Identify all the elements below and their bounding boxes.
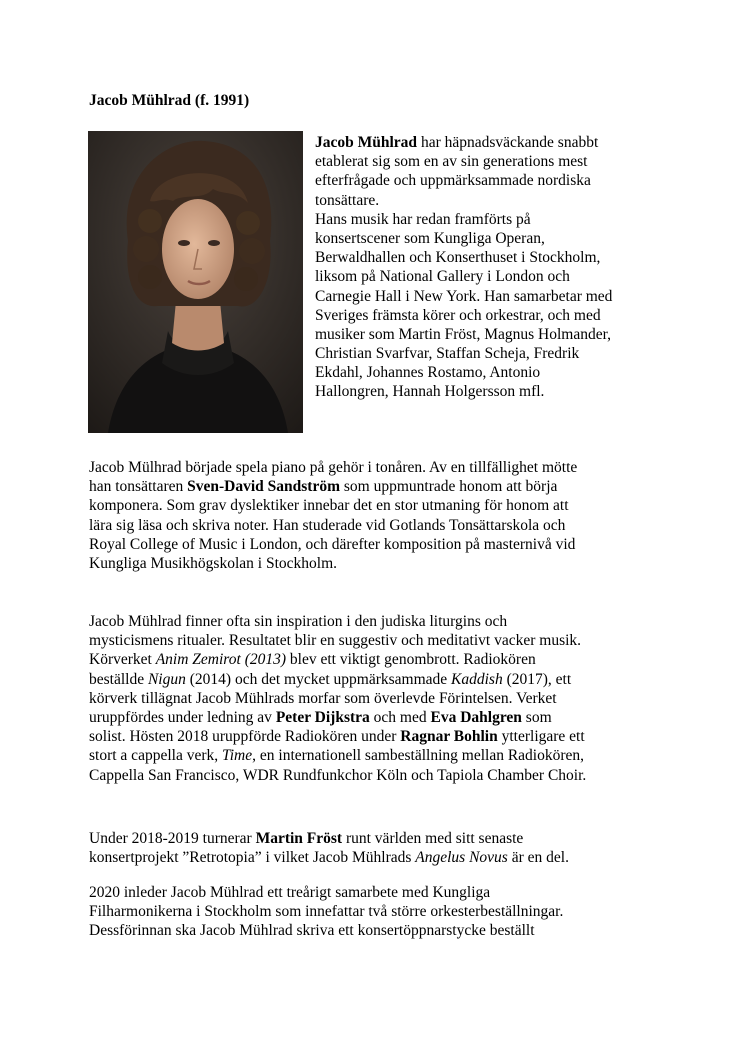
- italic-work-title: Angelus Novus: [415, 849, 508, 867]
- text-run: stort a cappella verk,: [89, 747, 222, 765]
- intro-text: [315, 133, 660, 402]
- text-run: solist. Hösten 2018 uruppförde Radiokören under: [89, 728, 401, 746]
- bold-name: Sven-David Sandström: [187, 478, 341, 496]
- paragraph-line: Dessförinnan ska Jacob Mühlrad skriva ett konsertöppnarstycke beställt: [89, 922, 535, 940]
- intro-line: Christian Svarfvar, Staffan Scheja, Fredrik: [315, 345, 580, 363]
- text-run: blev ett viktigt genombrott. Radiokören: [286, 651, 536, 669]
- intro-line: Ekdahl, Johannes Rostamo, Antonio: [315, 364, 541, 382]
- text-run: ytterligare ett: [497, 728, 585, 746]
- text-run: , en internationell sambeställning mellan Radiokören,: [252, 747, 585, 765]
- text-run: som: [521, 708, 552, 726]
- text-run: han tonsättaren: [89, 478, 188, 496]
- paragraph-line: Jacob Mülhrad började spela piano på gehör i tonåren. Av en tillfällighet mötte: [89, 459, 578, 476]
- paragraph-line: mysticismens ritualer. Resultatet blir en suggestiv och meditativt vacker musik.: [89, 632, 582, 650]
- bold-name: Ragnar Bohlin: [400, 728, 498, 746]
- paragraph-line: Kungliga Musikhögskolan i Stockholm.: [89, 554, 337, 572]
- paragraph-line: [89, 829, 669, 848]
- paragraph-line: [89, 670, 669, 689]
- intro-line: efterfrågade och uppmärksammade nordiska: [315, 172, 591, 190]
- paragraph-line: Cappella San Francisco, WDR Rundfunkchor Köln och Tapiola Chamber Choir.: [89, 766, 587, 784]
- text-run: (2014) och det mycket uppmärksammade: [185, 670, 452, 688]
- composer-name: Jacob Mühlrad: [315, 134, 418, 151]
- page-title: Jacob Mühlrad (f. 1991): [89, 92, 250, 109]
- intro-line: Hans musik har redan framförts på: [315, 210, 531, 228]
- intro-line: konsertscener som Kungliga Operan,: [315, 229, 545, 247]
- bold-name: Peter Dijkstra: [275, 708, 370, 726]
- intro-line: etablerat sig som en av sin generations mest: [315, 153, 588, 171]
- italic-work-title: Nigun: [147, 670, 186, 688]
- text-run: Under 2018-2019 turnerar: [89, 830, 256, 847]
- italic-work-title: Kaddish: [451, 670, 503, 688]
- paragraph-line: Filharmonikerna i Stockholm som innefattar två större orkesterbeställningar.: [89, 903, 564, 921]
- text-run: Körverket: [89, 651, 156, 669]
- intro-line: musiker som Martin Fröst, Magnus Holmander,: [315, 325, 612, 343]
- paragraph-tour: [89, 829, 669, 867]
- text-run: uruppfördes under ledning av: [89, 708, 276, 726]
- text-run: som uppmuntrade honom att börja: [340, 478, 558, 496]
- intro-line: tonsättare.: [315, 191, 380, 209]
- paragraph-line: [89, 708, 669, 727]
- paragraph-line: [89, 650, 669, 669]
- portrait-illustration: [88, 131, 303, 433]
- paragraph-line: [89, 477, 669, 496]
- intro-line: [315, 133, 660, 152]
- intro-line: Hallongren, Hannah Holgersson mfl.: [315, 383, 545, 401]
- paragraph-line: lära sig läsa och skriva noter. Han studerade vid Gotlands Tonsättarskola och: [89, 516, 566, 534]
- text-run: (2017), ett: [502, 670, 572, 688]
- intro-line: Carnegie Hall i New York. Han samarbetar med: [315, 287, 613, 305]
- text-run: och med: [369, 708, 431, 726]
- bold-name: Martin Fröst: [255, 830, 343, 847]
- paragraph-line: komponera. Som grav dyslektiker innebar det en stor utmaning för honom att: [89, 497, 569, 515]
- paragraph-future: [89, 883, 669, 941]
- text-run: runt världen med sitt senaste: [342, 830, 524, 847]
- paragraph-line: 2020 inleder Jacob Mühlrad ett treårigt samarbete med Kungliga: [89, 884, 491, 901]
- paragraph-line: Jacob Mühlrad finner ofta sin inspiration i den judiska liturgins och: [89, 613, 508, 630]
- text-run: konsertprojekt ”Retrotopia” i vilket Jacob Mühlrads: [89, 849, 416, 867]
- paragraph-education: [89, 458, 669, 573]
- intro-line: liksom på National Gallery i London och: [315, 268, 570, 286]
- paragraph-line: [89, 848, 669, 867]
- paragraph-line: [89, 746, 669, 765]
- paragraph-line: [89, 727, 669, 746]
- text-run: beställde: [89, 670, 148, 688]
- intro-line: Sveriges främsta körer och orkestrar, och med: [315, 306, 601, 324]
- intro-text-run: har häpnadsväckande snabbt: [417, 134, 599, 151]
- bold-name: Eva Dahlgren: [430, 708, 522, 726]
- italic-work-title: Anim Zemirot (2013): [155, 651, 287, 669]
- portrait-photo: [88, 131, 303, 433]
- text-run: är en del.: [507, 849, 569, 867]
- intro-line: Berwaldhallen och Konserthuset i Stockholm,: [315, 249, 601, 267]
- paragraph-line: Royal College of Music i London, och därefter komposition på masternivå vid: [89, 535, 576, 553]
- paragraph-line: körverk tillägnat Jacob Mühlrads morfar som överlevde Förintelsen. Verket: [89, 689, 557, 707]
- italic-work-title: Time: [221, 747, 253, 765]
- paragraph-works: [89, 612, 669, 785]
